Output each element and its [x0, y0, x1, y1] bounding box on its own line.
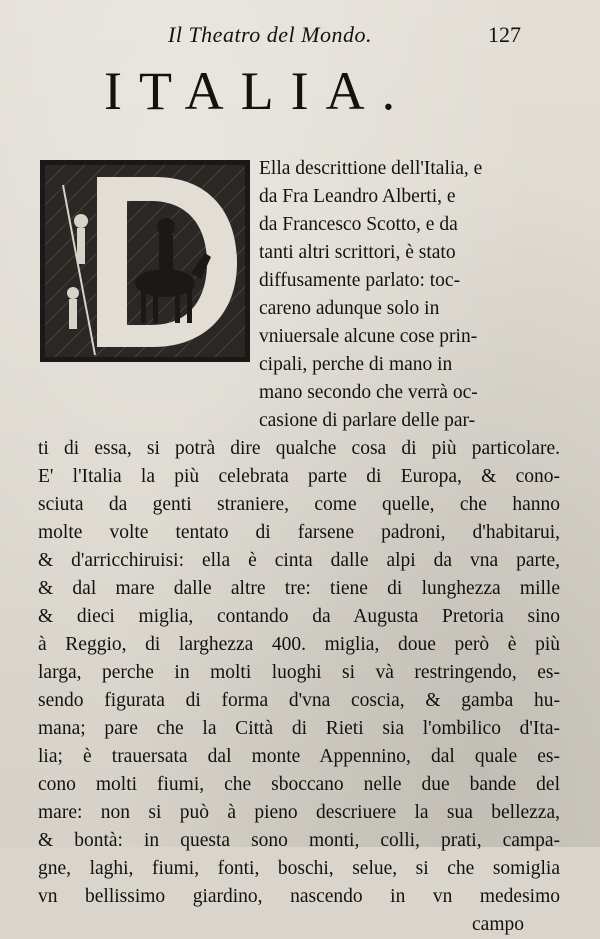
text-line: & dieci miglia, contando da Augusta Pretoria sino: [38, 606, 560, 627]
page-header: [0, 20, 600, 50]
text-line: vniuersale alcune cose prin-: [259, 326, 478, 347]
text-line: careno adunque solo in: [259, 298, 440, 319]
text-line: da Francesco Scotto, e da: [259, 214, 458, 235]
body-text: [38, 155, 560, 939]
text-line: lia; è trauersata dal monte Appennino, dal quale es-: [38, 746, 560, 767]
text-line: Ella descrittione dell'Italia, e: [259, 158, 483, 179]
text-line: sendo figurata di forma d'vna coscia, & gamba hu-: [38, 690, 560, 711]
text-line: & d'arricchiruisi: ella è cinta dalle alpi da vna parte,: [38, 550, 560, 571]
text-line: casione di parlare delle par-: [259, 410, 476, 431]
text-line: tanti altri scrittori, è stato: [259, 242, 456, 263]
text-line: cipali, perche di mano in: [259, 354, 453, 375]
text-line: ti di essa, si potrà dire qualche cosa di più particolare.: [38, 438, 560, 459]
catchword: campo: [472, 914, 524, 935]
section-title: ITALIA.: [104, 61, 413, 121]
text-line: E' l'Italia la più celebrata parte di Europa, & cono-: [38, 466, 560, 487]
text-line: & bontà: in questa sono monti, colli, prati, campa-: [38, 830, 560, 851]
text-line: molte volte tentato di farsene padroni, d'habitarui,: [38, 522, 560, 543]
page-number: 127: [488, 22, 521, 47]
text-line: gne, laghi, fiumi, fonti, boschi, selue, si che somiglia: [38, 858, 560, 879]
text-line: mano secondo che verrà oc-: [259, 382, 478, 403]
text-line: da Fra Leandro Alberti, e: [259, 186, 456, 207]
text-line: vn bellissimo giardino, nascendo in vn medesimo: [38, 886, 560, 907]
text-line: mana; pare che la Città di Rieti sia l'ombilico d'Ita-: [38, 718, 560, 739]
text-line: larga, perche in molti luoghi si và restringendo, es-: [38, 662, 560, 683]
text-line: sciuta da genti straniere, come quelle, che hanno: [38, 494, 560, 515]
running-title: Il Theatro del Mondo.: [168, 22, 372, 47]
text-line: mare: non si può à pieno descriuere la sua bellezza,: [38, 802, 560, 823]
text-line: à Reggio, di larghezza 400. miglia, doue però è più: [38, 634, 560, 655]
text-line: diffusamente parlato: toc-: [259, 270, 461, 291]
text-line: cono molti fiumi, che sboccano nelle due bande del: [38, 774, 560, 795]
text-line: & dal mare dalle altre tre: tiene di lunghezza mille: [38, 578, 560, 599]
